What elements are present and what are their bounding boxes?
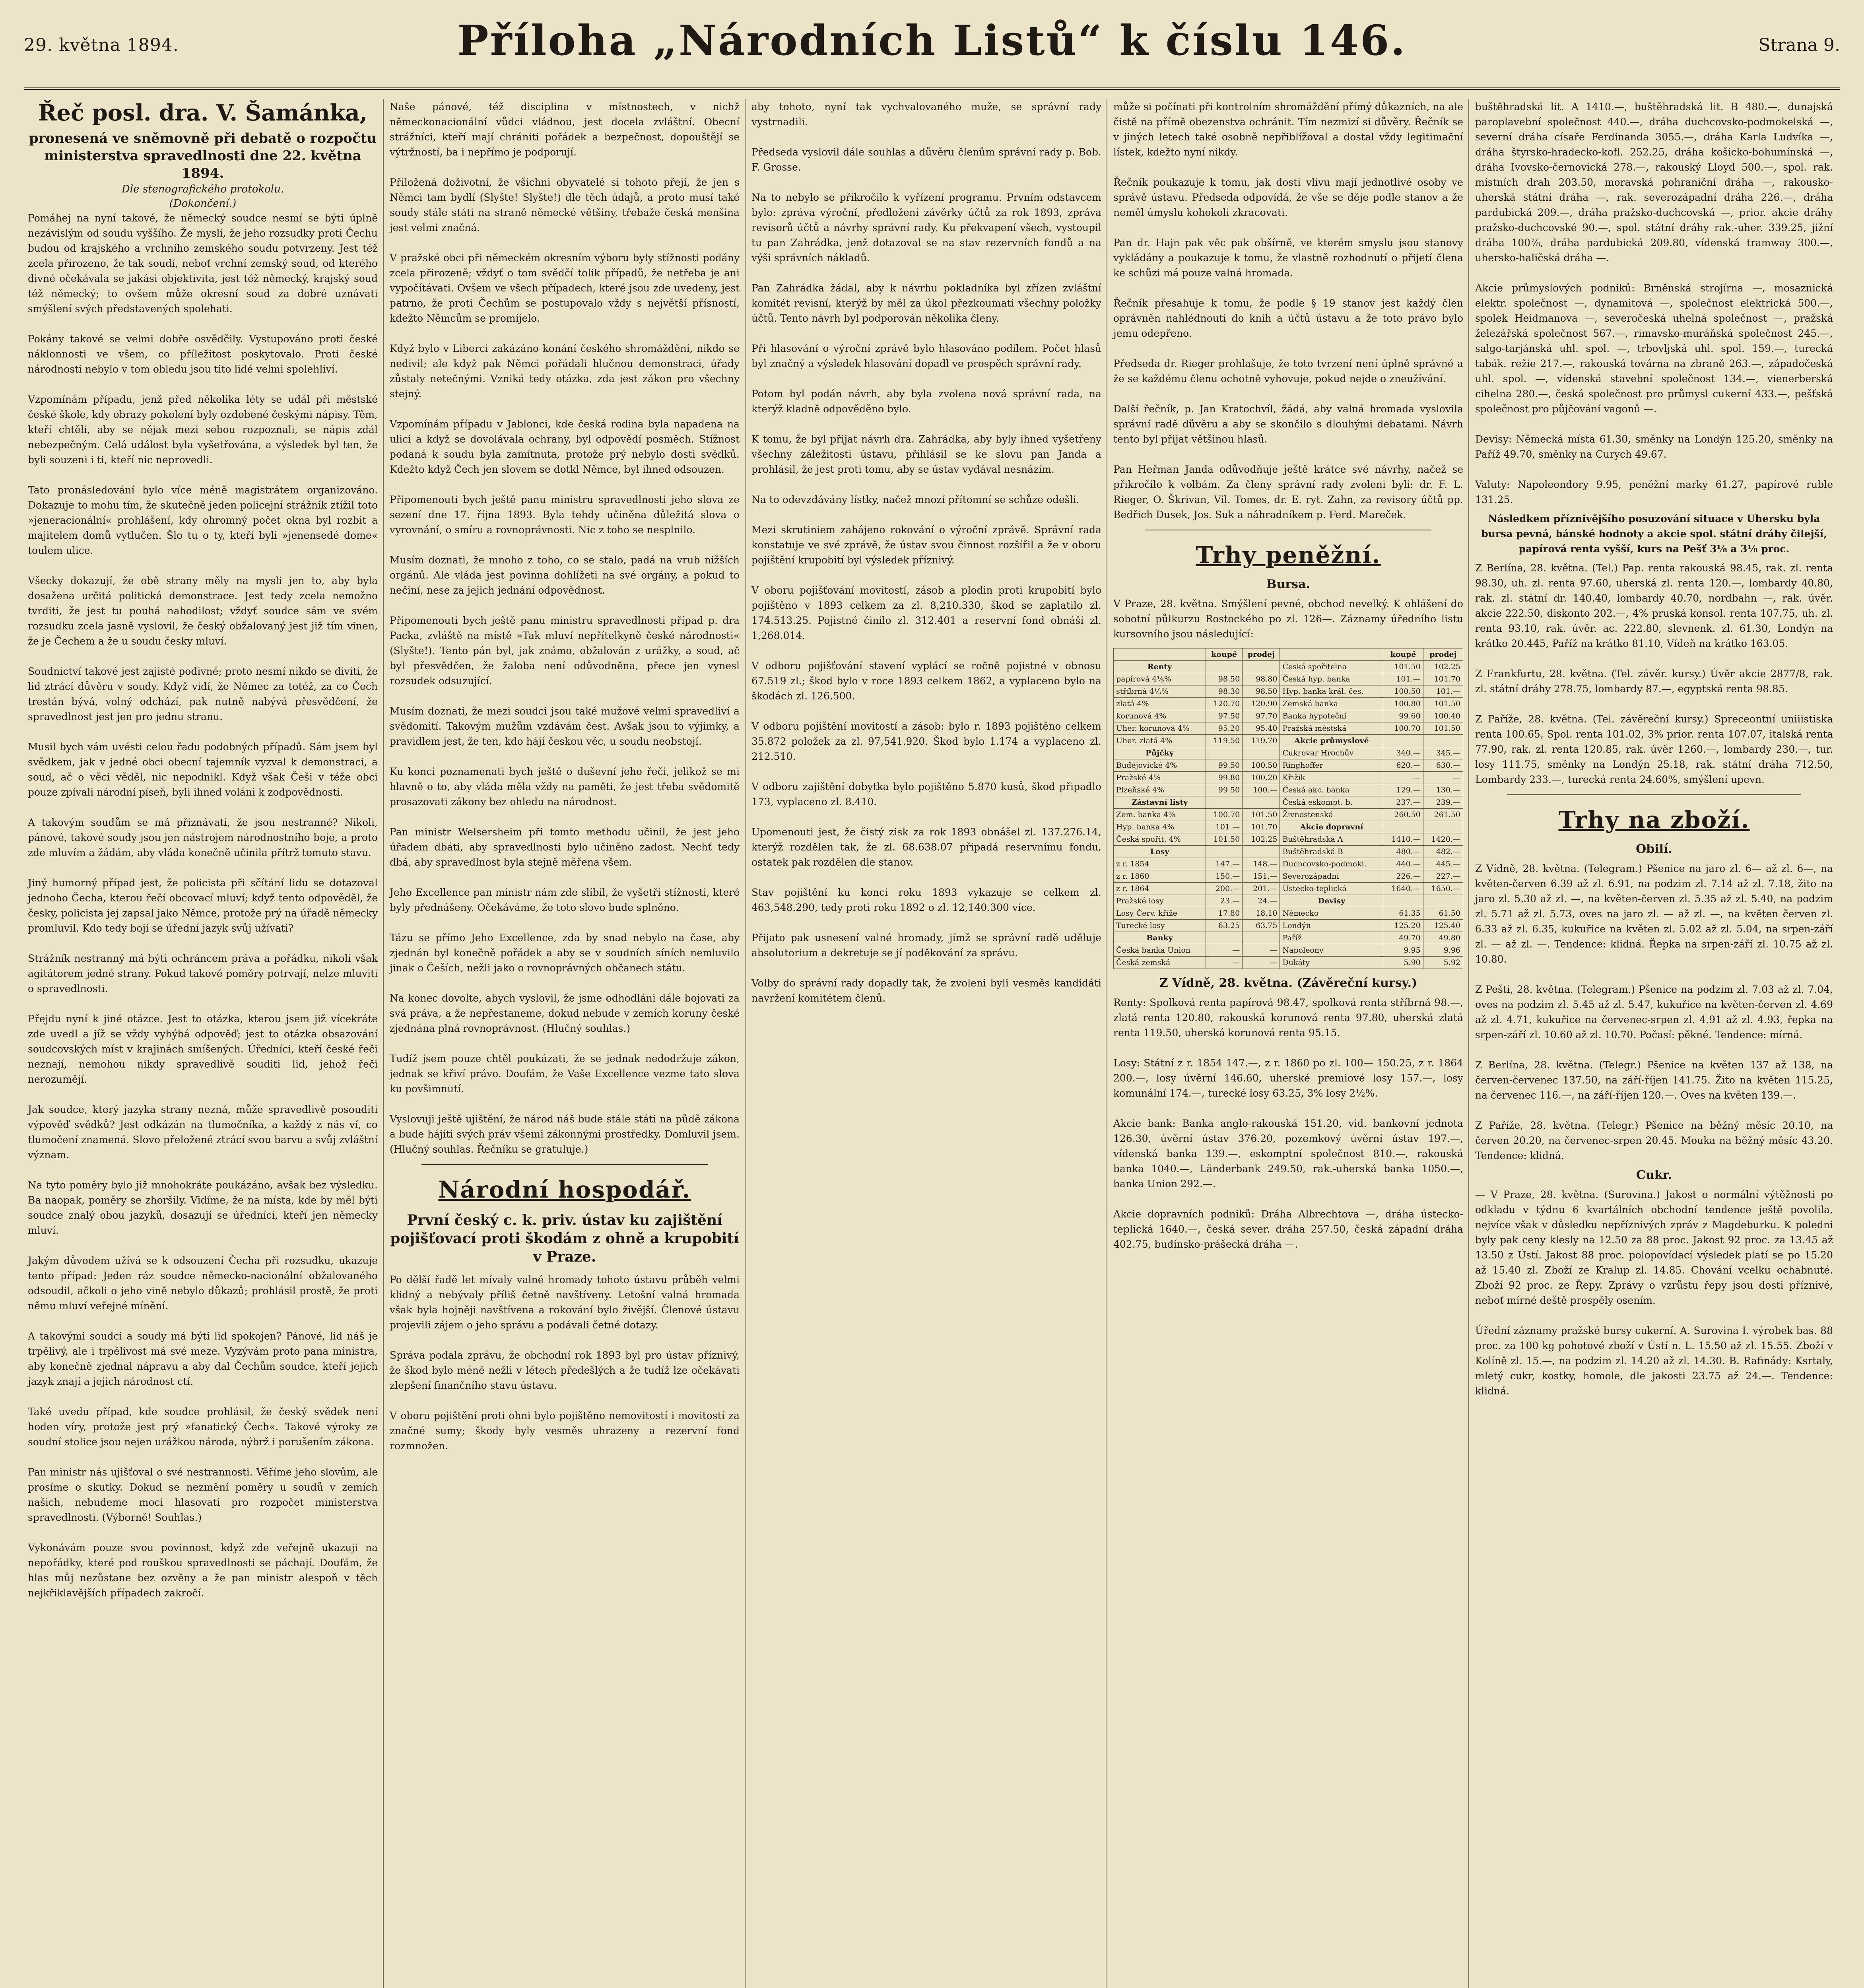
table-cell	[1206, 932, 1243, 944]
table-cell: —	[1243, 957, 1280, 969]
table-cell: 100.70	[1383, 722, 1423, 735]
table-cell: 125.20	[1383, 920, 1423, 932]
table-cell: Akcie dopravní	[1280, 821, 1383, 833]
table-row	[1114, 907, 1463, 920]
table-cell: Česká spořitelna	[1280, 661, 1383, 673]
table-cell: Budějovické 4%	[1114, 759, 1206, 772]
table-cell: Česká akc. banka	[1280, 784, 1383, 796]
table-cell: Banka hypoteční	[1280, 710, 1383, 722]
table-cell: Uher. korunová 4%	[1114, 722, 1206, 735]
table-row	[1114, 833, 1463, 846]
table-cell: 119.70	[1243, 735, 1280, 747]
table-cell: 100.20	[1243, 772, 1280, 784]
table-cell: Turecké losy	[1114, 920, 1206, 932]
table-cell	[1423, 895, 1463, 907]
table-cell: 63.25	[1206, 920, 1243, 932]
table-cell	[1243, 661, 1280, 673]
table-cell: 97.70	[1243, 710, 1280, 722]
table-cell: korunová 4%	[1114, 710, 1206, 722]
table-row	[1114, 846, 1463, 858]
table-cell: 102.25	[1243, 833, 1280, 846]
table-row	[1114, 673, 1463, 685]
table-cell	[1243, 796, 1280, 809]
article-title: První český c. k. priv. ústav ku zajištění pojišťovací proti škodám z ohně a krupobití v Praze.	[390, 1212, 739, 1265]
table-cell: 100.70	[1206, 809, 1243, 821]
table-cell: 239.—	[1423, 796, 1463, 809]
table-cell: Pražská městská	[1280, 722, 1383, 735]
table-cell: 100.80	[1383, 698, 1423, 710]
table-cell: 151.—	[1243, 870, 1280, 883]
table-cell: 100.40	[1423, 710, 1463, 722]
table-cell: 5.92	[1423, 957, 1463, 969]
table-header: prodej	[1243, 648, 1280, 661]
table-cell: Zástavní listy	[1114, 796, 1206, 809]
table-cell: Buštěhradská B	[1280, 846, 1383, 858]
table-cell: 340.—	[1383, 747, 1423, 759]
table-cell: 482.—	[1423, 846, 1463, 858]
grain-report: Z Vídně, 28. května. (Telegram.) Pšenice na jaro zl. 6— až zl. 6—, na květen-červen 6.39 až zl. 6.91, na podzim zl. 7.14 až zl. 7.18, žito na jaro zl. 5.30 až zl. —, na květen-červen zl. 5.35 až zl. 5.40, na podzim zl. 5.71 až zl. 5.73, oves na jaro zl. — až zl. —, na květen červen zl. 6.33 až zl. 6.35, kukuřice na květen zl. 5.02 až zl. 5.04, na srpen-září zl. — až zl. —. Tendence: klidná. Řepka na srpen-září zl. 10.75 až zl. 10.80. Z Pešti, 28. května. (Telegram.) Pšenice na podzim zl. 7.03 až zl. 7.04, oves na podzim zl. 5.45 až zl. 5.47, kukuřice na květen-červen zl. 4.69 až zl. 4.71, kukuřice na červenec-srpen zl. 4.91 až zl. 4.93, řepka na srpen-září zl. 10.60 až zl. 10.70. Počasí: pěkné. Tendence: mírná. Z Berlína, 28. května. (Telegr.) Pšenice na květen 137 až 138, na červen-červenec 137.50, na září-říjen 141.75. Žito na květen 115.25, na červenec 116.—, na září-říjen 120.—. Oves na květen 139.—. Z Paříže, 28. května. (Telegr.) Pšenice na běžný měsíc 20.10, na červen 20.20, na červenec-srpen 20.45. Mouka na běžný měsíc 43.20. Tendence: klidná.	[1475, 863, 1833, 1161]
table-row	[1114, 870, 1463, 883]
table-cell: Uher. zlatá 4%	[1114, 735, 1206, 747]
article-body: Po dělší řadě let mívaly valné hromady tohoto ústavu průběh velmi klidný a nebývaly příliš četně navštíveny. Letošní valná hromada však byla hojněji navštívena a rokování bylo živější. Členové ústavu projevili zájem o jeho správu a podávali četné dotazy. Správa podala zprávu, že obchodní rok 1893 byl pro ústav příznivý, že škod bylo méně nežli v létech předešlých a že tudíž lze očekávati zlepšení finančního stavu ústavu. V oboru pojištění proti ohni bylo pojištěno nemovitostí i movitostí za značné sumy; škody byly vesměs uhrazeny a rezervní fond rozmnožen.	[390, 1274, 740, 1452]
table-cell: z r. 1860	[1114, 870, 1206, 883]
vienna-title: Z Vídně, 28. května. (Závěreční kursy.)	[1159, 976, 1417, 990]
table-row	[1114, 772, 1463, 784]
table-cell: 480.—	[1383, 846, 1423, 858]
table-header: koupě	[1206, 648, 1243, 661]
table-cell: Akcie průmyslové	[1280, 735, 1383, 747]
table-row	[1114, 809, 1463, 821]
exchange-table	[1113, 648, 1463, 969]
table-cell: 101.50	[1423, 698, 1463, 710]
table-cell	[1243, 846, 1280, 858]
section-divider	[1507, 794, 1801, 795]
table-cell: 1410.—	[1383, 833, 1423, 846]
table-cell: 147.—	[1206, 858, 1243, 870]
section-subtitle: Bursa.	[1266, 577, 1310, 591]
table-cell	[1423, 821, 1463, 833]
table-cell: Banky	[1114, 932, 1206, 944]
market-intro: V Praze, 28. května. Smýšlení pevné, obchod nevelký. K ohlášení do sobotní půlkurzu Rostockého po zl. 126—. Záznamy úředního listu kursovního jsou následující:	[1113, 598, 1466, 640]
table-cell: 9.96	[1423, 944, 1463, 957]
section-divider	[421, 1164, 708, 1165]
table-cell: Česká banka Union	[1114, 944, 1206, 957]
table-cell: Ústecko-teplická	[1280, 883, 1383, 895]
table-cell: 101.50	[1206, 833, 1243, 846]
table-cell: Zem. banka 4%	[1114, 809, 1206, 821]
table-row	[1114, 661, 1463, 673]
table-cell: Losy	[1114, 846, 1206, 858]
table-cell: zlatá 4%	[1114, 698, 1206, 710]
table-cell: 61.35	[1383, 907, 1423, 920]
section-title: Trhy peněžní.	[1196, 542, 1381, 569]
article-body: může si počínati při kontrolním shromáždění přímý důkazních, na ale čistě na přímě obezenstva ochránit. Tím nezmizí si důvěry. Řečník se v jiných letech také osobně nepřiblížoval a dostal vždy legitimační lístek, kdežto nyní nikdy. Řečník poukazuje k tomu, jak dosti vlivu mají jednotlivé osoby ve správě ústavu. Předseda odpovídá, že vše se děje podle stanov a že neměl úmyslu kohokoli zkracovati. Pan dr. Hajn pak věc pak obšírně, ve kterém smyslu jsou stanovy vykládány a poukazuje k tomu, že vlastně rozhodnutí o přijetí člena ke schůzi má pouze valná hromada. Řečník přesahuje k tomu, že podle § 19 stanov jest každý člen oprávněn nahlédnouti do knih a účtů ústavu a že toto právo bylo jemu odepřeno. Předseda dr. Rieger prohlašuje, že toto tvrzení není úplně správné a že se každému členu ochotně vyhovuje, pokud nejde o zneužívání. Další řečník, p. Jan Kratochvíl, žádá, aby valná hromada vyslovila správní radě důvěru a aby se skončilo s dlouhými debatami. Návrh tento byl přijat většinou hlasů. Pan Heřman Janda odůvodňuje ještě krátce své návrhy, načež se přikročilo k volbám. Za členy správní rady zvoleni byli: dr. F. L. Rieger, O. Škrivan, Vil. Tomes, dr. E. ryt. Zahn, za revisory účtů pp. Bedřich Dusek, Jos. Suk a náhradníkem p. Ferd. Mareček.	[1113, 101, 1463, 520]
table-header	[1114, 648, 1206, 661]
table-cell: 49.70	[1383, 932, 1423, 944]
table-cell: 119.50	[1206, 735, 1243, 747]
table-cell: 101.—	[1423, 685, 1463, 698]
table-cell: 101.50	[1383, 661, 1423, 673]
table-row	[1114, 883, 1463, 895]
table-row	[1114, 759, 1463, 772]
table-cell: 620.—	[1383, 759, 1423, 772]
table-cell: 49.80	[1423, 932, 1463, 944]
table-cell: Devisy	[1280, 895, 1383, 907]
table-cell: Česká zemská	[1114, 957, 1206, 969]
page-number: Strana 9.	[1758, 35, 1840, 55]
table-cell: 23.—	[1206, 895, 1243, 907]
table-row	[1114, 722, 1463, 735]
table-cell: 101.—	[1206, 821, 1243, 833]
table-cell	[1206, 661, 1243, 673]
table-cell: Zemská banka	[1280, 698, 1383, 710]
article-headline: Řeč posl. dra. V. Šamánka,	[38, 100, 368, 126]
article-subhead: pronesená ve sněmovně při debatě o rozpočtu ministerstva spravedlnosti dne 22. května 1894.	[29, 130, 377, 181]
table-cell: 125.40	[1423, 920, 1463, 932]
table-cell: Německo	[1280, 907, 1383, 920]
issue-date: 29. května 1894.	[24, 35, 179, 55]
table-row	[1114, 784, 1463, 796]
sugar-report: — V Praze, 28. května. (Surovina.) Jakost o normální výtěžnosti po odkladu v týdnu 6 kvartálních obchodní tendence ještě povolila, nejvíce však v důsledku nepříznivých zpráv z Magdeburku. K poledni byly pak ceny klesly na 12.50 za 88 proc. Jakost 92 proc. za 13.45 až 13.50 z Ústí. Jakost 88 proc. polopovídací výsledek platí se po 15.20 až 15.40 zl. Zboží ze Kralup zl. 14.85. Chování vcelku ochabnuté. Zboží 92 proc. ze Řepy. Zprávy o vzrůstu řepy jsou dosti příznivé, neboť mírné deště prospěly osením. Úřední záznamy pražské bursy cukerní. A. Surovina I. výrobek bas. 88 proc. za 100 kg pohotové zboží v Ústí n. L. 15.50 až zl. 15.55. Zboží v Kolíně zl. 15.—, na podzim zl. 14.20 až zl. 14.30. B. Rafinády: Ksrtaly, mletý cukr, kostky, homole, dle jakosti 23.75 až 24.—. Tendence: klidná.	[1475, 1189, 1833, 1397]
table-cell: 237.—	[1383, 796, 1423, 809]
table-cell: 100.50	[1383, 685, 1423, 698]
table-cell: Cukrovar Hrochův	[1280, 747, 1383, 759]
table-cell: —	[1423, 772, 1463, 784]
table-cell: 97.50	[1206, 710, 1243, 722]
market-report: buštěhradská lit. A 1410.—, buštěhradská lit. B 480.—, dunajská paroplavební společnost 440.—, dráha duchcovsko-podmokelská —, severní dráha císaře Ferdinanda 3055.—, dráha Karla Ludvíka —, dráha štyrsko-hradecko-kofl. 252.25, dráha košicko-bohumínská —, dráha Ivovsko-černovická 278.—, rakouský Lloyd 500.—, spol. rak. místních drah 203.50, moravská pohraniční dráha —, rakousko-uherská státní dráha —, rak. severozápadní dráha 226.—, dráha pardubická 209.—, dráha pražsko-duchcovská —, prior. akcie dráhy pražsko-duchcovské 90.—, spol. státní dráhy rak.-uher. 339.25, jižní dráha 100⅞, dráha pardubická 209.80, vídenská tramway 300.—, uhersko-haličská dráha —. Akcie průmyslových podniků: Brněnská strojírna —, mosaznická elektr. společnost —, dynamitová —, společnost elektrická 500.—, spolek Heidmanova —, severočeská uhelná společnost —, pražská železářská společnost 567.—, rimavsko-muráňská společnost 245.—, salgo-tarjánská uhl. spol. —, trbovljská uhl. spol. 159.—, turecká tabák. režie 217.—, rakouská továrna na zbraně 263.—, západočeská uhl. spol. —, vídenská stavební společnost 134.—, vienerberská cihelna 280.—, česká společnost pro průmysl cukerní 433.—, pešťská společnost pro půjčování vagonů —. Devisy: Německá místa 61.30, směnky na Londýn 125.20, směnky na Paříž 49.70, směnky na Curych 49.67. Valuty: Napoleondory 9.95, peněžní marky 61.27, papírové ruble 131.25.	[1475, 101, 1833, 505]
table-cell: 99.80	[1206, 772, 1243, 784]
table-cell: —	[1206, 944, 1243, 957]
table-cell: 101.70	[1243, 821, 1280, 833]
table-cell: 5.90	[1383, 957, 1423, 969]
column-3	[751, 99, 1101, 1988]
table-cell: 148.—	[1243, 858, 1280, 870]
table-cell	[1206, 747, 1243, 759]
table-cell: —	[1206, 957, 1243, 969]
table-cell: 101.—	[1383, 673, 1423, 685]
table-cell: 101.70	[1423, 673, 1463, 685]
table-cell: 63.75	[1243, 920, 1280, 932]
table-cell: Česká eskompt. b.	[1280, 796, 1383, 809]
table-row	[1114, 698, 1463, 710]
table-cell: —	[1243, 944, 1280, 957]
table-row	[1114, 858, 1463, 870]
table-cell: Plzeňské 4%	[1114, 784, 1206, 796]
table-cell: 201.—	[1243, 883, 1280, 895]
article-note: (Dokončení.)	[169, 198, 237, 210]
table-cell: 98.80	[1243, 673, 1280, 685]
table-cell: z r. 1864	[1114, 883, 1206, 895]
table-cell: 200.—	[1206, 883, 1243, 895]
market-report: Z Berlína, 28. května. (Tel.) Pap. renta rakouská 98.45, rak. zl. renta 98.30, uh. zl. renta 97.60, uherská zl. renta 120.—, lombardy 40.80, rak. zl. státní dr. 140.40, lombardy 40.70, nordbahn —, rak. úvěr. akcie 222.50, diskonto 202.—, 4% pruská konsol. renta 107.75, uh. zl. renta 93.10, rak. úvěr. ac. 222.80, slevnenk. zl. 61.30, Londýn na krátko 20.445, Paříž na krátko 81.10, Vídeň na krátko 163.05. Z Frankfurtu, 28. května. (Tel. závěr. kursy.) Úvěr akcie 2877/8, rak. zl. státní dráhy 278.75, lombardy 87.—, egyptská renta 98.85. Z Paříže, 28. května. (Tel. závěreční kursy.) Spreceontní uniiistiska renta 100.65, Spol. renta 101.02, 3% prior. renta 107.07, italská renta 77.90, rak. zl. renta 120.85, rak. úvěr 1260.—, lombardy 230.—, tur. losy 111.75, směnky na Londýn 25.18, rak. státní dráha 712.50, Lombardy 233.—, turecká renta 24.60%, smýšlení upevn.	[1475, 562, 1833, 785]
column-2	[390, 99, 740, 1988]
table-cell: Duchcovsko-podmokl.	[1280, 858, 1383, 870]
table-cell: 440.—	[1383, 858, 1423, 870]
table-cell: 9.95	[1383, 944, 1423, 957]
table-cell	[1206, 846, 1243, 858]
table-cell: 98.50	[1243, 685, 1280, 698]
table-cell: 95.20	[1206, 722, 1243, 735]
table-cell: 1420.—	[1423, 833, 1463, 846]
table-cell: 100.—	[1243, 784, 1280, 796]
table-cell: Půjčky	[1114, 747, 1206, 759]
page-title: Příloha „Národních Listů“ k číslu 146.	[457, 16, 1407, 65]
table-row	[1114, 735, 1463, 747]
table-cell: Hyp. banka 4%	[1114, 821, 1206, 833]
table-header: koupě	[1383, 648, 1423, 661]
table-cell: Křižík	[1280, 772, 1383, 784]
table-cell: Česká hyp. banka	[1280, 673, 1383, 685]
table-cell	[1383, 821, 1423, 833]
table-cell: Pražské 4%	[1114, 772, 1206, 784]
table-cell: stříbrná 4⅕%	[1114, 685, 1206, 698]
table-cell: 345.—	[1423, 747, 1463, 759]
table-cell: 226.—	[1383, 870, 1423, 883]
table-cell	[1383, 735, 1423, 747]
market-highlight: Následkem příznivějšího posuzování situace v Uhersku byla bursa pevná, bánské hodnoty a akcie spol. státní dráhy čilejší, papírová renta vyšší, kurs na Pešť 3⅛ a 3⅛ proc.	[1481, 513, 1831, 555]
table-cell: 18.10	[1243, 907, 1280, 920]
table-cell: 98.30	[1206, 685, 1243, 698]
table-row	[1114, 710, 1463, 722]
table-cell: Buštěhradská A	[1280, 833, 1383, 846]
table-cell: 130.—	[1423, 784, 1463, 796]
table-row	[1114, 747, 1463, 759]
table-cell: 100.50	[1243, 759, 1280, 772]
section-subtitle: Cukr.	[1636, 1168, 1672, 1182]
article-body: Naše pánové, též disciplina v místnostech, v nichž německonacionální vůdci vládnou, jest docela zvláštní. Obecní strážníci, kteří mají chrániti pořádek a bezpečnost, dopouštějí se výtržností, ba i nepřímo je podporují. Přiložená doživotní, že všichni obyvatelé si tohoto přejí, že jen s Němci tam bydlí (Slyšte! Slyšte!) dle těch údajů, a proto musí také soudy stále státi na straně německé většiny, třebaže česká menšina jest velmi značná. V pražské obci při německém okresním výboru byly stížnosti podány zcela přirozeně; vždyť o tom svědčí tolik případů, že netřeba je ani vypočítávati. Ovšem ve všech případech, které jsou zde uvedeny, jest patrno, že proti Čechům se postupovalo vždy s největší přísností, kdežto Němcům se promíjelo. Když bylo v Liberci zakázáno konání českého shromáždění, nikdo se nedivil; ale když pak Němci pořádali hlučnou demonstraci, úřady zůstaly netečnými. Vzniká tedy otázka, zda jest zákon pro všechny stejný. Vzpomínám případu v Jablonci, kde česká rodina byla napadena na ulici a když se dovolávala ochrany, byl odpovědí posměch. Stížnost podaná k soudu byla zamítnuta, protože prý nebylo dosti svědků. Kdežto když Čech jen slovem se dotkl Němce, byl ihned odsouzen. Připomenouti bych ještě panu ministru spravedlnosti jeho slova ze sezení dne 17. října 1893. Byla tehdy učiněna důležitá slova o vyrovnání, o smíru a rovnoprávnosti. Nic z toho se nesplnilo. Musím doznati, že mnoho z toho, co se stalo, padá na vrub nižších orgánů. Ale vláda jest povinna dohlížeti na své orgány, a pokud to nečiní, nese za jejich jednání odpovědnost. Připomenouti bych ještě panu ministru spravedlnosti případ p. dra Packa, zvláště na místě »Tak mluví nepřítelkyně české národnosti« (Slyšte!). Tento pán byl, jak známo, obžalován z urážky, a soud, ač byl přesvědčen, že žaloba není odůvodněna, přece jen vynesl rozsudek odsuzující. Musím doznati, že mezi soudci jsou také mužové velmi spravedliví a svědomití. Takovým mužům vzdávám čest. Avšak jsou to výjimky, a pravidlem jest, že ten, kdo hájí českou věc, u soudu neobstojí. Ku konci poznamenati bych ještě o duševní jeho řeči, jelikož se mi hlavně o to, aby vláda měla vždy na paměti, že jest třeba svědomitě prosazovati zákony bez ohledu na národnost. Pan ministr Welsersheim při tomto methodu učinil, že jest jeho úřadem dbáti, aby spravedlnosti bylo učiněno zadost. Nechť tedy dbá, aby spravedlnost byla stejně měřena všem. Jeho Excellence pan ministr nám zde slíbil, že vyšetří stížnosti, které byly přednášeny. Očekáváme, že toto slovo bude splněno. Tázu se přímo Jeho Excellence, zda by snad nebylo na čase, aby zjednán byl konečně pořádek a aby se v soudních síních nemluvilo jinak o Češích, nežli jako o rovnoprávných občanech státu. Na konec dovolte, abych vyslovil, že jsme odhodláni dále bojovati za svá práva, a že nepřestaneme, dokud nebude v zemích koruny české zjednána plná rovnoprávnost. (Hlučný souhlas.) Tudíž jsem pouze chtěl poukázati, že se jednak nedodržuje zákon, jednak se křiví právo. Doufám, že Vaše Excellence vezme tato slova ku povšimnutí. Vyslovuji ještě ujištění, že národ náš bude stále státi na půdě zákona a bude hájiti svých práv všemi zákonnými prostředky. Domluvil jsem. (Hlučný souhlas. Řečníku se gratuluje.)	[390, 101, 740, 1155]
table-cell: 99.50	[1206, 759, 1243, 772]
table-cell: Ringhoffer	[1280, 759, 1383, 772]
table-cell: Pražské losy	[1114, 895, 1206, 907]
table-cell: 1640.—	[1383, 883, 1423, 895]
column-4	[1113, 99, 1466, 1988]
table-cell: 101.50	[1423, 722, 1463, 735]
table-cell: 24.—	[1243, 895, 1280, 907]
table-cell: 98.50	[1206, 673, 1243, 685]
table-cell: 61.50	[1423, 907, 1463, 920]
table-cell: 445.—	[1423, 858, 1463, 870]
section-title: Národní hospodář.	[438, 1176, 691, 1203]
table-row	[1114, 957, 1463, 969]
table-cell: 99.60	[1383, 710, 1423, 722]
column-1	[28, 99, 378, 1988]
table-cell: 260.50	[1383, 809, 1423, 821]
column-rule	[1468, 99, 1469, 1988]
column-rule	[745, 99, 746, 1988]
table-row	[1114, 895, 1463, 907]
table-cell: 101.50	[1243, 809, 1280, 821]
article-body: Pomáhej na nyní takové, že německý soudce nesmí se býti úplně nezávislým od soudu vyššího. Že myslí, že jeho rozsudky proti Čechu budou od krajského a vrchního zemského soudu potvrzeny. Jest též zcela přirozeno, že tak soudí, neboť vrchní zemský soud, od kterého divné očekávala se jakási objektivita, jest též německý, krajský soud též německý; to ovšem může okresní soud za dobré uznávati smýšlení svých představených spolehati. Pokány takové se velmi dobře osvědčily. Vystupováno proti české náklonnosti ve všem, co příležitost poskytovalo. Proti české národnosti nebylo v tom obledu jsou tito lidé velmi spolehliví. Vzpomínám případu, jenž před několika léty se udál při městské české škole, kdy obrazy pokolení byly ozdobené českými nápisy. Těm, kteří chtěli, aby se nějak mezi sebou rozpoznali, se nápis zdál nebezpečným. Celá událost byla vyšetřována, a výsledek byl ten, že byli souzeni i ti, kteří nic neprovedli. Tato pronásledování bylo více méně magistrátem organizováno. Dokazuje to mohu tím, že skutečně jeden policejní strážník ztížil toto »jeneracionální« prohlášení, kdy ohromný počet okna byl rozbit a majitelem domů vytlučen. Šlo tu o ty, kteří byli »jenensedé dome« toulem ulice. Všecky dokazují, že obě strany měly na mysli jen to, aby byla dosažena určitá politická demonstrace. Jest tedy zcela nemožno tvrditi, že jest tu pouhá nahodilost; vždyť soudce sám ve svém rozsudku zcela jasně vyslovil, že český obžalovaný jest již tím vinen, že je Čechem a že u soudu česky mluví. Soudnictví takové jest zajisté podivné; proto nesmí nikdo se diviti, že lid ztrácí důvěru v soudy. Když vidí, že Němec za totéž, za co Čech trestán bývá, volný odchází, pak nutně nabývá přesvědčení, že spravedlnost jest jen pro jednu stranu. Musil bych vám uvésti celou řadu podobných případů. Sám jsem byl svědkem, jak v jedné obci obecní tajemník vyzval k demonstraci, a soud, ač o věci věděl, nic nepodnikl. Když však Češi v téže obci pouze zpívali národní píseň, byli ihned voláni k zodpovědnosti. A takovým soudům se má přiznávati, že jsou nestranné? Nikoli, pánové, takové soudy jsou jen nástrojem národnostního boje, a proto zde mluvím a žádám, aby vláda konečně učinila přítrž tomuto stavu. Jiný humorný případ jest, že policista při sčítání lidu se dotazoval jednoho Čecha, kterou řečí obcovací mluví; když tento odpověděl, že česky, policista jej zapsal jako Němce, protože prý na úřadě německy promluvil. Kdo tedy bojí se úřední jazyk svůj užívati? Strážník nestranný má býti ochráncem práva a pořádku, nikoli však agitátorem jedné strany. Pokud takové poměry potrvají, nelze mluviti o spravedlnosti. Přejdu nyní k jiné otázce. Jest to otázka, kterou jsem již vícekráte zde uvedl a jíž se vždy vyhýbá odpověď; jest to otázka obsazování soudcovských míst v krajinách smíšených. Úředníci, kteří české řeči neznají, nemohou nikdy spravedlivě souditi lid, jehož řeči nerozumějí. Jak soudce, který jazyka strany nezná, může spravedlivě posouditi výpověď svědků? Jest odkázán na tlumočníka, a každý z nás ví, co tlumočení znamená. Slovo přeložené ztrácí svou barvu a svůj zvláštní význam. Na tyto poměry bylo již mnohokráte poukázáno, avšak bez výsledku. Ba naopak, poměry se zhoršily. Vidíme, že na místa, kde by měl býti soudce znalý obou jazyků, dosazují se úředníci, kteří jen německy mluví. Jakým důvodem užívá se k odsouzení Čecha při rozsudku, ukazuje tento případ: Jeden ráz soudce německo-nacionální obžalovaného odsoudil, ačkoli o jeho vině nebylo důkazů; prohlásil prostě, že proti němu mluví veřejné mínění. A takovými soudci a soudy má býti lid spokojen? Pánové, lid náš je trpělivý, ale i trpělivost má své meze. Vyzývám proto pana ministra, aby konečně zjednal nápravu a aby dal Čechům soudce, kteří jejich jazyk znají a jejich národnost ctí. Také uvedu případ, kde soudce prohlásil, že český svědek není hoden víry, protože jest prý »fanatický Čech«. Takové výroky ze soudní stolice jsou nejen urážkou národa, nýbrž i porušením zákona. Pan ministr nás ujišťoval o své nestrannosti. Věříme jeho slovům, ale prosíme o skutky. Dokud se nezmění poměry u soudů v zemích našich, nebudeme moci hlasovati pro rozpočet ministerstva spravedlnosti. (Výborně! Souhlas.) Vykonávám pouze svou povinnost, když zde veřejně ukazuji na nepořádky, které pod rouškou spravedlnosti se páchají. Doufám, že hlas můj nezůstane bez ozvěny a že pan ministr alespoň v těch nejkřiklavějších případech zakročí.	[28, 212, 378, 1599]
table-cell: Česká spořit. 4%	[1114, 833, 1206, 846]
table-header	[1280, 648, 1383, 661]
table-row	[1114, 821, 1463, 833]
article-body: aby tohoto, nyní tak vychvalovaného muže, se správní rady vystrnadili. Předseda vyslovil dále souhlas a důvěru členům správní rady p. Bob. F. Grosse. Na to nebylo se přikročilo k vyřízení programu. Prvním odstavcem bylo: zpráva výroční, předložení závěrky účtů za rok 1893, zpráva revisorů účtů a návrhy správní rady. Ku překvapení všech, vystoupil tu pan Zahrádka, jenž dotazoval se na stav rezervních fondů a na výši správních nákladů. Pan Zahrádka žádal, aby k návrhu pokladníka byl zřízen zvláštní komitét revisní, kterýž by měl za úkol přezkoumati všechny položky účtů. Tento návrh byl podporován několika členy. Při hlasování o výroční zprávě bylo hlasováno podílem. Počet hlasů byl značný a výsledek hlasování dopadl ve prospěch správní rady. Potom byl podán návrh, aby byla zvolena nová správní rada, na kterýž kladně odpověděno bylo. K tomu, že byl přijat návrh dra. Zahrádka, aby byly ihned vyšetřeny všechny záležitosti ústavu, přihlásil se ke slovu pan Janda a prohlásil, že jest proti tomu, aby se ústav vydával nesnázím. Na to odevzdávány lístky, načež mnozí přítomní se schůze odešli. Mezi skrutiniem zahájeno rokování o výroční zprávě. Správní rada konstatuje ve své zprávě, že ústav svou činnost rozšířil a že v oboru pojištění krupobití byl výsledek příznivý. V oboru pojišťování movitostí, zásob a plodin proti krupobití bylo pojištěno v 1893 celkem za zl. 8,210.330, škod se zaplatilo zl. 174.513.25. Pojistné činilo zl. 312.401 a reservní fond obnáší zl. 1,268.014. V odboru pojišťování stavení vyplácí se ročně pojistné v obnosu 67.519 zl.; škod bylo v roce 1893 celkem 1862, a vyplaceno bylo na škodách zl. 126.500. V odboru pojištění movitostí a zásob: bylo r. 1893 pojištěno celkem 35.872 položek za zl. 97,541.920. Škod bylo 1.174 a vyplaceno zl. 212.510. V odboru zajištění dobytka bylo pojištěno 5.870 kusů, škod připadlo 173, vyplaceno zl. 8.410. Upomenouti jest, že čistý zisk za rok 1893 obnášel zl. 137.276.14, kterýž rozdělen tak, že zl. 68.638.07 připadá reservnímu fondu, ostatek pak rozdělen dle stanov. Stav pojištění ku konci roku 1893 vykazuje se celkem zl. 463,548.290, tedy proti roku 1892 o zl. 12,140.300 více. Přijato pak usnesení valné hromady, jímž se správní radě uděluje absolutorium a dekretuje se jí poděkování za správu. Volby do správní rady dopadly tak, že zvoleni byli vesměs kandidáti navržení komitétem členů.	[751, 101, 1101, 1004]
table-cell	[1243, 747, 1280, 759]
table-row	[1114, 920, 1463, 932]
table-row	[1114, 932, 1463, 944]
table-cell: Renty	[1114, 661, 1206, 673]
table-cell: 261.50	[1423, 809, 1463, 821]
table-cell: 120.70	[1206, 698, 1243, 710]
table-cell: Hyp. banka král. čes.	[1280, 685, 1383, 698]
table-cell: 102.25	[1423, 661, 1463, 673]
table-header: prodej	[1423, 648, 1463, 661]
table-row	[1114, 944, 1463, 957]
table-cell: 17.80	[1206, 907, 1243, 920]
table-cell: —	[1383, 772, 1423, 784]
table-cell: papírová 4⅕%	[1114, 673, 1206, 685]
table-cell: Londýn	[1280, 920, 1383, 932]
table-cell: 99.50	[1206, 784, 1243, 796]
table-cell: Severozápadní	[1280, 870, 1383, 883]
column-rule	[383, 99, 384, 1988]
table-cell: 129.—	[1383, 784, 1423, 796]
table-cell: Dukáty	[1280, 957, 1383, 969]
section-subtitle: Obilí.	[1636, 842, 1672, 856]
table-row	[1114, 685, 1463, 698]
table-cell	[1206, 796, 1243, 809]
table-cell: Losy Červ. kříže	[1114, 907, 1206, 920]
article-note: Dle stenografického protokolu.	[121, 183, 284, 195]
column-5	[1475, 99, 1833, 1988]
table-cell: Paříž	[1280, 932, 1383, 944]
table-cell: Živnostenská	[1280, 809, 1383, 821]
table-cell	[1423, 735, 1463, 747]
table-cell: Napoleony	[1280, 944, 1383, 957]
table-cell	[1383, 895, 1423, 907]
table-cell: 227.—	[1423, 870, 1463, 883]
table-cell: z r. 1854	[1114, 858, 1206, 870]
vienna-report: Renty: Spolková renta papírová 98.47, spolková renta stříbrná 98.—, zlatá renta 120.80, rakouská korunová renta 97.80, uherská zlatá renta 119.50, uherská korunová renta 95.15. Losy: Státní z r. 1854 147.—, z r. 1860 po zl. 100— 150.25, z r. 1864 200.—, losy úvěrní 146.60, uherské premiové losy 157.—, losy komunální 174.—, turecké losy 63.25, 3% losy 2½%. Akcie bank: Banka anglo-rakouská 151.20, vid. bankovní jednota 126.30, úvěrní ústav 376.20, pozemkový úvěrní ústav 197.—, vídenská banka 139.—, eskomptní společnost 810.—, rakouská banka 1040.—, Länderbank 249.50, rak.-uherská banka 1050.—, banka Union 292.—. Akcie dopravních podniků: Dráha Albrechtova —, dráha ústecko-teplická 1640.—, česká sever. dráha 257.50, česká západní dráha 402.75, budínsko-prášecká dráha —.	[1113, 997, 1463, 1250]
table-cell: 150.—	[1206, 870, 1243, 883]
table-cell: 95.40	[1243, 722, 1280, 735]
section-title: Trhy na zboží.	[1558, 806, 1750, 833]
table-row	[1114, 796, 1463, 809]
table-cell: 120.90	[1243, 698, 1280, 710]
table-cell: 1650.—	[1423, 883, 1463, 895]
table-cell	[1243, 932, 1280, 944]
table-cell: 630.—	[1423, 759, 1463, 772]
